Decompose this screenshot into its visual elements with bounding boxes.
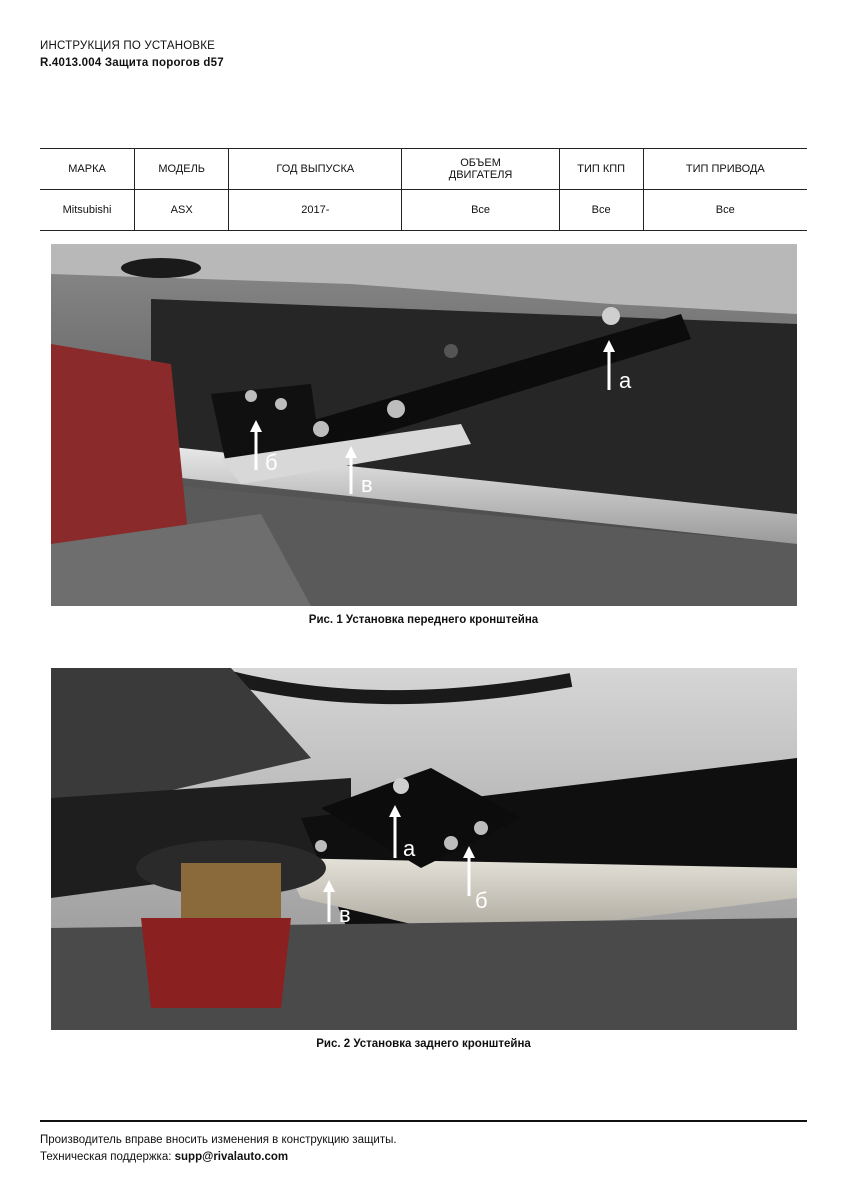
cell-year: 2017- xyxy=(229,190,402,231)
col-header-drive: ТИП ПРИВОДА xyxy=(685,163,765,175)
support-email: supp@rivalauto.com xyxy=(174,1151,289,1163)
cell-make: Mitsubishi xyxy=(40,190,135,231)
fig2-label-a: а xyxy=(403,836,416,861)
fig1-label-b: б xyxy=(265,450,278,475)
document-footer xyxy=(40,1132,397,1166)
table-row xyxy=(40,190,807,231)
fig2-label-v: в xyxy=(339,902,351,927)
fig1-label-a: а xyxy=(619,368,632,393)
cell-engine: Все xyxy=(402,190,559,231)
figure-1-photo xyxy=(51,244,797,606)
col-header-engine: ОБЪЕМ ДВИГАТЕЛЯ xyxy=(402,149,559,190)
vehicle-spec-table xyxy=(40,148,807,231)
figure-1-caption: Рис. 1 Установка переднего кронштейна xyxy=(308,614,539,626)
figure-2-caption: Рис. 2 Установка заднего кронштейна xyxy=(316,1038,531,1050)
cell-gearbox: Все xyxy=(559,190,643,231)
disclaimer-text: Производитель вправе вносить изменения в конструкцию защиты. xyxy=(40,1134,397,1146)
cell-model: ASX xyxy=(135,190,229,231)
document-header xyxy=(40,38,224,72)
table-header-row xyxy=(40,149,807,190)
figure-2-photo xyxy=(51,668,797,1030)
col-header-year: ГОД ВЫПУСКА xyxy=(229,149,402,190)
product-title: R.4013.004 Защита порогов d57 xyxy=(40,57,224,69)
support-label: Техническая поддержка: xyxy=(40,1151,172,1163)
footer-divider xyxy=(40,1120,807,1122)
doc-type-title: ИНСТРУКЦИЯ ПО УСТАНОВКЕ xyxy=(40,40,216,52)
cell-drive: Все xyxy=(715,204,735,216)
support-line xyxy=(40,1149,397,1166)
col-header-model: МОДЕЛЬ xyxy=(135,149,229,190)
fig2-label-b: б xyxy=(475,888,488,913)
col-header-gearbox: ТИП КПП xyxy=(559,149,643,190)
fig1-label-v: в xyxy=(361,472,373,497)
col-header-make: МАРКА xyxy=(40,149,135,190)
